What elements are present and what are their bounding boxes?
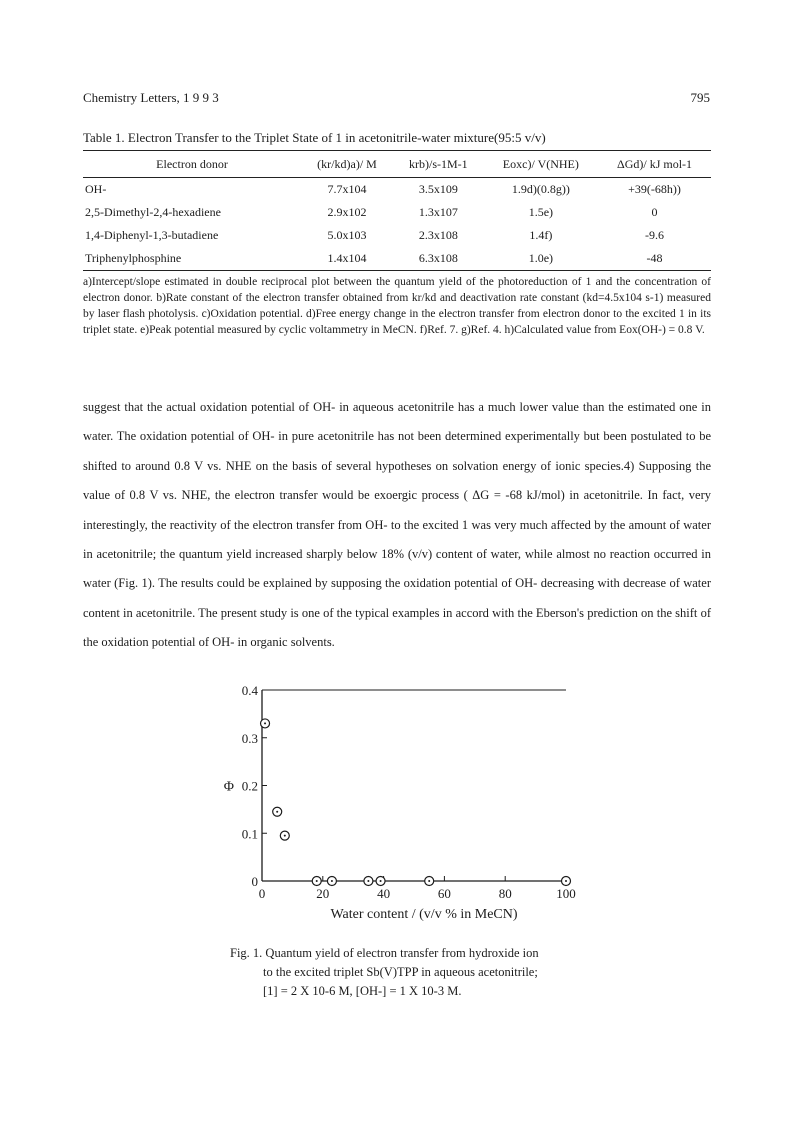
data-point [261,719,270,728]
data-point [376,877,385,886]
col-electron-donor: Electron donor [83,151,301,178]
data-point [327,877,336,886]
x-tick-label: 20 [316,886,330,901]
y-axis-label: Φ [223,779,234,795]
x-tick-label: 80 [498,886,512,901]
journal-header: Chemistry Letters, 1 9 9 3 [83,90,219,105]
y-tick-label: 0.3 [241,730,258,746]
cell-kr-kd: 7.7x104 [327,182,367,196]
data-point [425,877,434,886]
table-row [83,178,711,202]
chart-ticks [242,683,576,901]
table-row [83,224,711,247]
data-point [280,831,289,840]
cell-kr: 2.3x108 [418,228,458,242]
x-tick-label: 0 [258,886,266,901]
cell-kr-kd: 2.9x102 [327,205,367,219]
col-delta-g: ΔGd)/ kJ mol-1 [598,151,711,178]
col-eox: Eoxc)/ V(NHE) [484,151,598,178]
cell-delta-g: +39(-68h)) [628,182,681,196]
cell-donor: 1,4-Diphenyl-1,3-butadiene [85,228,219,242]
y-tick-label: 0.2 [241,778,258,794]
cell-delta-g: 0 [651,205,658,219]
data-point [312,877,321,886]
cell-kr: 6.3x108 [393,247,484,271]
x-tick-label: 60 [437,886,451,901]
cell-delta-g: -9.6 [645,228,665,242]
data-point [364,877,373,886]
figure-caption-line: Fig. 1. Quantum yield of electron transfer from hydroxide ion [230,946,539,960]
table-footnotes: a)Intercept/slope estimated in double reciprocal plot between the quantum yield of the photoreduction of 1 and the concentration of electron donor. b)Rate constant of the electron transfer obtained from kr/kd and deactivation rate constant (kd=4.5x104 s-1) measured by laser flash photolysis. c)Oxidation potential. d)Free energy change in the electron transfer from electron donor to the excited 1 in its triplet state. e)Peak potential measured by cyclic voltammetry in MeCN. f)Ref. 7. g)Ref. 4. h)Calculated value from Eox(OH-) = 0.8 V. [83,276,711,336]
table-caption: Table 1. Electron Transfer to the Triplet State of 1 in acetonitrile-water mixture(95:5 v/v) [83,130,546,145]
cell-donor: 2,5-Dimethyl-2,4-hexadiene [85,205,221,219]
cell-kr-kd: 5.0x103 [327,228,367,242]
x-axis-label: Water content / (v/v % in MeCN) [330,907,518,922]
table-header-row [83,151,711,178]
col-kr: krb)/s-1M-1 [393,151,484,178]
y-tick-label: 0.1 [241,826,258,842]
body-paragraph: suggest that the actual oxidation potential of OH- in aqueous acetonitrile has a much lower value than the estimated one in water. The oxidation potential of OH- in pure acetonitrile has not been determined experimentally but been postulated to be shifted to around 0.8 V vs. NHE on the basis of several hypotheses on solvation energy of ionic species.4) Supposing the value of 0.8 V vs. NHE, the electron transfer would be exoergic process ( ΔG = -68 kJ/mol) in acetonitrile. In fact, very interestingly, the reactivity of the electron transfer from OH- to the excited 1 was very much affected by the amount of water in acetonitrile; the quantum yield increased sharply below 18% (v/v) content of water, while almost no reaction occurred in water (Fig. 1). The results could be explained by supposing the oxidation potential of OH- decreasing with decrease of water content in acetonitrile. The present study is one of the typical examples in accord with the Eberson's prediction on the shift of the oxidation potential of OH- in organic solvents. [83,400,711,650]
data-point [273,807,282,816]
cell-eox: 1.5e) [528,205,554,219]
cell-kr: 3.5x109 [418,182,458,196]
cell-eox: 1.9d)(0.8g)) [511,182,570,196]
x-tick-label: 100 [556,886,576,901]
y-tick-label: 0.4 [241,683,258,698]
data-point [562,877,571,886]
table-row [83,247,711,271]
chart-points [261,719,571,886]
electron-transfer-table [83,150,711,271]
table-row [83,201,711,224]
x-tick-label: 40 [377,886,391,901]
col-kr-kd: (kr/kd)a)/ M [301,151,393,178]
figure-caption [230,944,610,1001]
page-number: 795 [690,90,710,105]
cell-kr-kd: 1.4x104 [301,247,393,271]
cell-eox: 1.0e) [484,247,598,271]
cell-donor: Triphenylphosphine [83,247,301,271]
figure-caption-line: [1] = 2 X 10-6 M, [OH-] = 1 X 10-3 M. [263,984,462,998]
cell-eox: 1.4f) [529,228,553,242]
y-tick-label: 0 [251,874,258,889]
quantum-yield-chart [200,675,600,935]
cell-delta-g: -48 [598,247,711,271]
cell-kr: 1.3x107 [418,205,458,219]
figure-caption-line: to the excited triplet Sb(V)TPP in aqueous acetonitrile; [263,965,538,979]
chart-axes [262,690,566,881]
cell-donor: OH- [85,182,107,196]
